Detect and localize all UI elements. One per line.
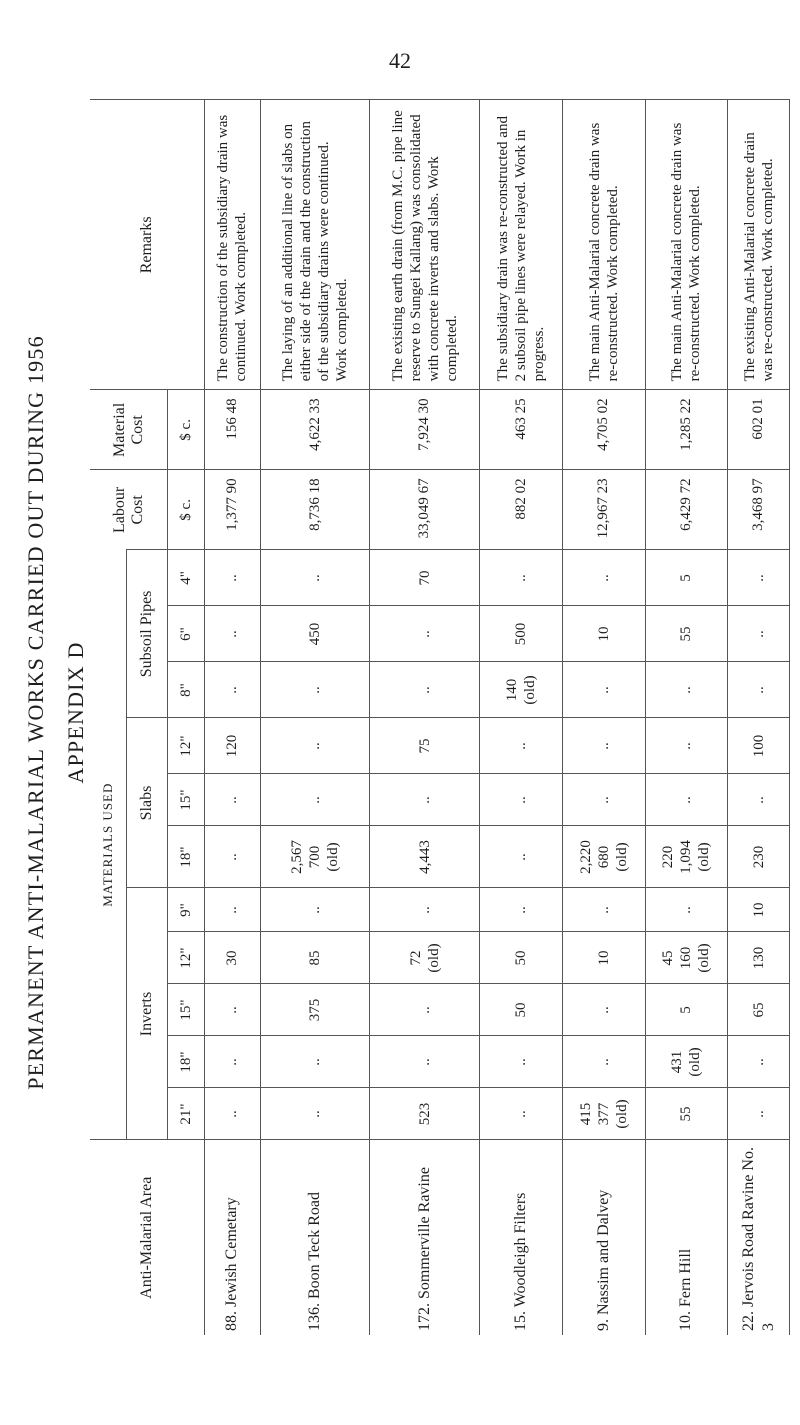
labour-cost-cell: 12,967 23: [562, 470, 645, 550]
slab-cell: ..: [205, 774, 261, 826]
labour-unit: $ c.: [168, 470, 205, 550]
slab-cell: 2,220 680 (old): [562, 826, 645, 888]
invert-size-header: 18": [168, 1036, 205, 1088]
invert-size-header: 15": [168, 984, 205, 1036]
remarks-cell: The existing earth drain (from M.C. pipe line reserve to Sungei Kallang) was consolidated with concrete inverts and slabs. Work completed.: [370, 100, 480, 390]
invert-cell: ..: [205, 1088, 261, 1140]
invert-cell: ..: [480, 1036, 563, 1088]
slab-cell: ..: [260, 774, 370, 826]
invert-cell: ..: [562, 1036, 645, 1088]
area-cell: 136. Boon Teck Road: [260, 1140, 370, 1335]
table-row: [260, 100, 370, 1335]
remarks-cell: The laying of an additional line of slabs on either side of the drain and the construction of the subsidiary drains were continued. Work completed.: [260, 100, 370, 390]
invert-cell: ..: [205, 1036, 261, 1088]
works-table-body: [205, 100, 790, 1335]
slab-cell: ..: [562, 774, 645, 826]
labour-cost-header: Labour Cost: [90, 470, 168, 550]
subsoil-cell: ..: [205, 662, 261, 718]
invert-size-header: 21": [168, 1088, 205, 1140]
invert-size-header: 9": [168, 888, 205, 932]
invert-cell: 45 160 (old): [645, 932, 728, 984]
slab-cell: 4,443: [370, 826, 480, 888]
slab-cell: 2,567 700 (old): [260, 826, 370, 888]
invert-cell: ..: [370, 984, 480, 1036]
labour-cost-cell: 33,049 67: [370, 470, 480, 550]
remarks-cell: The main Anti-Malarial concrete drain was re-constructed. Work completed.: [645, 100, 728, 390]
area-cell: 9. Nassim and Dalvey: [562, 1140, 645, 1335]
invert-cell: 50: [480, 932, 563, 984]
subsoil-cell: ..: [728, 606, 790, 662]
labour-cost-cell: 8,736 18: [260, 470, 370, 550]
labour-cost-cell: 3,468 97: [728, 470, 790, 550]
subsoil-cell: 70: [370, 550, 480, 606]
slab-cell: 75: [370, 718, 480, 774]
subsoil-cell: ..: [645, 662, 728, 718]
labour-cost-cell: 882 02: [480, 470, 563, 550]
slab-cell: ..: [480, 826, 563, 888]
slabs-header: Slabs: [127, 718, 168, 888]
subsoil-cell: ..: [480, 550, 563, 606]
area-cell: 22. Jervois Road Ravine No. 3: [728, 1140, 790, 1335]
subsoil-cell: ..: [562, 550, 645, 606]
slab-cell: ..: [562, 718, 645, 774]
remarks-cell: The main Anti-Malarial concrete drain was re-constructed. Work completed.: [562, 100, 645, 390]
area-header: Anti-Malarial Area: [90, 1140, 205, 1335]
material-unit: $ c.: [168, 390, 205, 470]
invert-cell: ..: [480, 1088, 563, 1140]
subsoil-cell: ..: [728, 550, 790, 606]
invert-cell: ..: [370, 888, 480, 932]
invert-cell: ..: [260, 1088, 370, 1140]
invert-cell: 30: [205, 932, 261, 984]
subsoil-cell: ..: [260, 662, 370, 718]
invert-cell: 85: [260, 932, 370, 984]
table-row: [562, 100, 645, 1335]
slab-size-header: 15": [168, 774, 205, 826]
invert-cell: ..: [645, 888, 728, 932]
material-cost-cell: 1,285 22: [645, 390, 728, 470]
material-cost-cell: 4,622 33: [260, 390, 370, 470]
area-cell: 172. Sommerville Ravine: [370, 1140, 480, 1335]
remarks-cell: The construction of the subsidiary drain was continued. Work completed.: [205, 100, 261, 390]
invert-cell: 375: [260, 984, 370, 1036]
invert-cell: 10: [728, 888, 790, 932]
subsoil-pipes-header: Subsoil Pipes: [127, 550, 168, 718]
slab-cell: ..: [645, 718, 728, 774]
labour-cost-cell: 6,429 72: [645, 470, 728, 550]
invert-cell: ..: [728, 1088, 790, 1140]
invert-cell: ..: [205, 984, 261, 1036]
invert-cell: 415 377 (old): [562, 1088, 645, 1140]
invert-cell: ..: [370, 1036, 480, 1088]
slab-cell: 230: [728, 826, 790, 888]
subsoil-cell: 450: [260, 606, 370, 662]
area-cell: 10. Fern Hill: [645, 1140, 728, 1335]
table-row: [370, 100, 480, 1335]
invert-cell: ..: [260, 1036, 370, 1088]
subsoil-size-header: 6": [168, 606, 205, 662]
page-number: 42: [389, 48, 411, 73]
slab-cell: ..: [480, 774, 563, 826]
invert-cell: 130: [728, 932, 790, 984]
subsoil-size-header: 8": [168, 662, 205, 718]
invert-cell: 50: [480, 984, 563, 1036]
subsoil-cell: 10: [562, 606, 645, 662]
subsoil-cell: ..: [205, 606, 261, 662]
subsoil-size-header: 4": [168, 550, 205, 606]
invert-size-header: 12": [168, 932, 205, 984]
subsoil-cell: ..: [370, 662, 480, 718]
subsoil-cell: ..: [728, 662, 790, 718]
invert-cell: ..: [562, 888, 645, 932]
material-cost-cell: 463 25: [480, 390, 563, 470]
slab-cell: ..: [370, 774, 480, 826]
slab-cell: ..: [645, 774, 728, 826]
remarks-cell: The subsidiary drain was re-constructed and 2 subsoil pipe lines were relayed. Work in progress.: [480, 100, 563, 390]
slab-cell: ..: [480, 718, 563, 774]
table-row: [645, 100, 728, 1335]
works-table: [90, 99, 790, 1335]
subsoil-cell: 5: [645, 550, 728, 606]
slab-size-header: 12": [168, 718, 205, 774]
subsoil-cell: 500: [480, 606, 563, 662]
material-cost-cell: 7,924 30: [370, 390, 480, 470]
invert-cell: 10: [562, 932, 645, 984]
subsoil-cell: ..: [562, 662, 645, 718]
invert-cell: ..: [260, 888, 370, 932]
subsoil-cell: ..: [370, 606, 480, 662]
table-row: [480, 100, 563, 1335]
materials-used-header: MATERIALS USED: [90, 550, 127, 1140]
invert-cell: ..: [562, 984, 645, 1036]
invert-cell: 65: [728, 984, 790, 1036]
material-cost-header: Material Cost: [90, 390, 168, 470]
appendix-label: APPENDIX D: [63, 641, 88, 784]
subsoil-cell: ..: [205, 550, 261, 606]
invert-cell: ..: [480, 888, 563, 932]
title-text: PERMANENT ANTI-MALARIAL WORKS CARRIED OUT DURING 1956: [23, 335, 48, 1090]
subsoil-cell: ..: [260, 550, 370, 606]
remarks-cell: The existing Anti-Malarial concrete drain was re-constructed. Work completed.: [728, 100, 790, 390]
invert-cell: 72 (old): [370, 932, 480, 984]
slab-cell: ..: [205, 826, 261, 888]
slab-cell: 120: [205, 718, 261, 774]
invert-cell: ..: [205, 888, 261, 932]
page-title: [16, 0, 96, 1425]
material-cost-cell: 4,705 02: [562, 390, 645, 470]
inverts-header: Inverts: [127, 888, 168, 1140]
subsoil-cell: 140 (old): [480, 662, 563, 718]
slab-cell: ..: [260, 718, 370, 774]
area-cell: 88. Jewish Cemetary: [205, 1140, 261, 1335]
invert-cell: 5: [645, 984, 728, 1036]
invert-cell: 431 (old): [645, 1036, 728, 1088]
invert-cell: 55: [645, 1088, 728, 1140]
area-cell: 15. Woodleigh Filters: [480, 1140, 563, 1335]
table-row: [205, 100, 261, 1335]
slab-cell: 220 1,094 (old): [645, 826, 728, 888]
invert-cell: 523: [370, 1088, 480, 1140]
table-row: [728, 100, 790, 1335]
slab-cell: 100: [728, 718, 790, 774]
slab-cell: ..: [728, 774, 790, 826]
material-cost-cell: 602 01: [728, 390, 790, 470]
labour-cost-cell: 1,377 90: [205, 470, 261, 550]
material-cost-cell: 156 48: [205, 390, 261, 470]
subsoil-cell: 55: [645, 606, 728, 662]
invert-cell: ..: [728, 1036, 790, 1088]
remarks-header: Remarks: [90, 100, 205, 390]
slab-size-header: 18": [168, 826, 205, 888]
